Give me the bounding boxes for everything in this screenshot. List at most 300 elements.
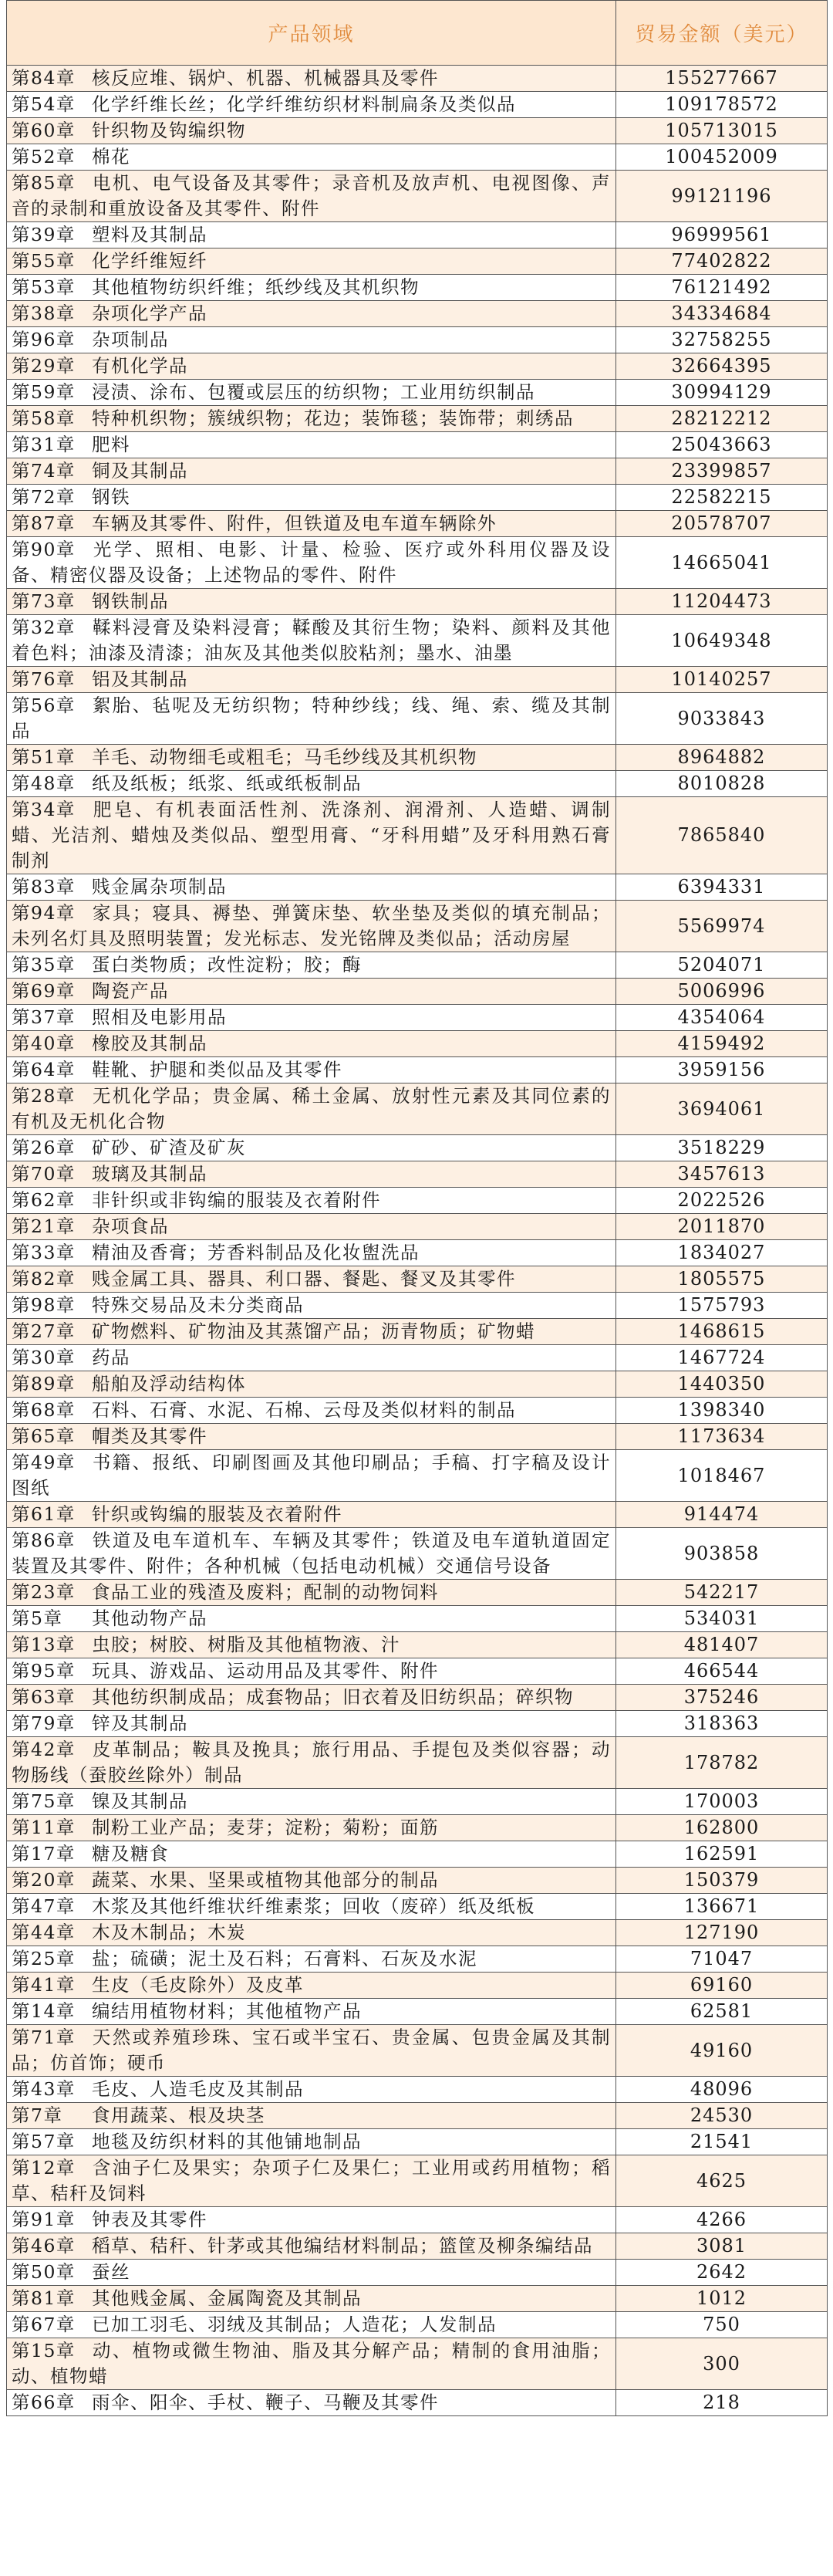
product-description: 特种机织物；簇绒织物；花边；装饰毯；装饰带；刺绣品 (92, 407, 574, 429)
chapter-label: 第5章 (12, 1607, 63, 1629)
product-description: 钟表及其零件 (92, 2209, 207, 2230)
table-row (7, 1293, 828, 1319)
product-field-cell (7, 1894, 616, 1920)
chapter-label: 第39章 (12, 224, 76, 245)
product-field-cell (7, 745, 616, 771)
trade-amount-cell: 127190 (616, 1920, 828, 1946)
chapter-label: 第74章 (12, 460, 76, 482)
chapter-label: 第12章 (12, 2157, 76, 2179)
product-description: 鞋靴、护腿和类似品及其零件 (92, 1059, 342, 1080)
table-row (7, 275, 828, 301)
table-row (7, 2260, 828, 2286)
table-row (7, 1815, 828, 1841)
table-row (7, 1502, 828, 1528)
product-field-cell (7, 1293, 616, 1319)
chapter-label: 第81章 (12, 2287, 76, 2309)
table-row (7, 1528, 828, 1580)
table-row (7, 485, 828, 511)
product-description: 动、植物或微生物油、脂及其分解产品；精制的食用油脂；动、植物蜡 (12, 2340, 611, 2387)
product-description: 化学纤维短纤 (92, 250, 207, 272)
product-description: 已加工羽毛、羽绒及其制品；人造花；人发制品 (92, 2314, 497, 2335)
product-description: 蛋白类物质；改性淀粉；胶；酶 (92, 954, 362, 975)
product-field-cell (7, 222, 616, 248)
trade-amount-cell: 155277667 (616, 66, 828, 92)
chapter-label: 第66章 (12, 2392, 76, 2413)
product-description: 针织物及钩编织物 (92, 120, 246, 141)
chapter-label: 第83章 (12, 876, 76, 898)
chapter-label: 第13章 (12, 1634, 76, 1655)
chapter-label: 第61章 (12, 1503, 76, 1525)
table-body (7, 66, 828, 2416)
product-field-cell (7, 327, 616, 353)
product-field-cell (7, 1161, 616, 1188)
trade-amount-cell: 20578707 (616, 511, 828, 537)
product-description: 铁道及电车道机车、车辆及其零件；铁道及电车道轨道固定装置及其零件、附件；各种机械（包括电动机械）交通信号设备 (12, 1530, 611, 1577)
table-row (7, 1450, 828, 1502)
product-description: 皮革制品；鞍具及挽具；旅行用品、手提包及类似容器；动物肠线（蚕胶丝除外）制品 (12, 1739, 611, 1786)
product-description: 陶瓷产品 (92, 980, 169, 1002)
chapter-label: 第25章 (12, 1948, 76, 1969)
product-description: 铝及其制品 (92, 668, 188, 690)
product-field-cell (7, 92, 616, 118)
trade-amount-cell: 4354064 (616, 1005, 828, 1031)
table-row (7, 144, 828, 171)
trade-amount-cell: 32664395 (616, 353, 828, 380)
trade-amount-cell: 96999561 (616, 222, 828, 248)
chapter-label: 第87章 (12, 512, 76, 534)
product-field-cell (7, 2155, 616, 2207)
chapter-label: 第63章 (12, 1686, 76, 1708)
product-field-cell (7, 1999, 616, 2025)
table-row (7, 667, 828, 693)
product-field-cell (7, 2207, 616, 2233)
product-description: 玩具、游戏品、运动用品及其零件、附件 (92, 1660, 439, 1682)
chapter-label: 第71章 (12, 2027, 76, 2048)
trade-amount-cell: 218 (616, 2390, 828, 2416)
trade-amount-cell: 5204071 (616, 952, 828, 979)
trade-amount-cell: 10649348 (616, 615, 828, 667)
product-field-cell (7, 1528, 616, 1580)
chapter-label: 第89章 (12, 1373, 76, 1394)
table-row (7, 1789, 828, 1815)
trade-amount-cell: 150379 (616, 1868, 828, 1894)
table-row (7, 2338, 828, 2390)
chapter-label: 第56章 (12, 695, 76, 716)
chapter-label: 第59章 (12, 381, 76, 403)
product-description: 其他植物纺织纤维；纸纱线及其机织物 (92, 276, 420, 298)
product-field-cell (7, 1920, 616, 1946)
table-row (7, 1214, 828, 1240)
table-row (7, 1658, 828, 1685)
product-field-cell (7, 1711, 616, 1737)
trade-amount-cell: 69160 (616, 1973, 828, 1999)
table-row (7, 1841, 828, 1868)
product-field-cell (7, 1057, 616, 1083)
table-row (7, 1083, 828, 1135)
trade-amount-cell: 7865840 (616, 797, 828, 874)
table-row (7, 1005, 828, 1031)
chapter-label: 第67章 (12, 2314, 76, 2335)
trade-amount-cell: 4266 (616, 2207, 828, 2233)
product-field-cell (7, 1450, 616, 1502)
table-row (7, 1161, 828, 1188)
trade-amount-cell: 21541 (616, 2129, 828, 2155)
chapter-label: 第44章 (12, 1922, 76, 1943)
table-row (7, 1424, 828, 1450)
product-field-cell (7, 2338, 616, 2390)
product-description: 其他动物产品 (92, 1607, 207, 1629)
trade-amount-cell: 750 (616, 2312, 828, 2338)
chapter-label: 第76章 (12, 668, 76, 690)
trade-amount-cell: 3518229 (616, 1135, 828, 1161)
table-row (7, 380, 828, 406)
product-field-cell (7, 380, 616, 406)
table-row (7, 952, 828, 979)
chapter-label: 第42章 (12, 1739, 76, 1760)
chapter-label: 第62章 (12, 1189, 76, 1211)
chapter-label: 第52章 (12, 146, 76, 167)
trade-amount-cell: 3694061 (616, 1083, 828, 1135)
table-row (7, 1685, 828, 1711)
product-field-cell (7, 2390, 616, 2416)
trade-amount-cell: 2642 (616, 2260, 828, 2286)
product-description: 其他贱金属、金属陶瓷及其制品 (92, 2287, 362, 2309)
product-field-cell (7, 2103, 616, 2129)
product-description: 蔬菜、水果、坚果或植物其他部分的制品 (92, 1869, 439, 1891)
product-field-cell (7, 458, 616, 485)
chapter-label: 第58章 (12, 407, 76, 429)
trade-amount-cell: 1012 (616, 2286, 828, 2312)
trade-amount-cell: 34334684 (616, 301, 828, 327)
trade-amount-cell: 32758255 (616, 327, 828, 353)
product-description: 编结用植物材料；其他植物产品 (92, 2000, 362, 2022)
chapter-label: 第53章 (12, 276, 76, 298)
product-description: 石料、石膏、水泥、石棉、云母及类似材料的制品 (92, 1399, 516, 1421)
product-field-cell (7, 1789, 616, 1815)
chapter-label: 第15章 (12, 2340, 76, 2361)
table-row (7, 406, 828, 432)
trade-amount-cell: 109178572 (616, 92, 828, 118)
product-description: 核反应堆、锅炉、机器、机械器具及零件 (92, 67, 439, 89)
trade-table (6, 0, 828, 2416)
product-field-cell (7, 2286, 616, 2312)
table-row (7, 615, 828, 667)
table-row (7, 1737, 828, 1789)
trade-amount-cell: 10140257 (616, 667, 828, 693)
product-description: 天然或养殖珍珠、宝石或半宝石、贵金属、包贵金属及其制品；仿首饰；硬币 (12, 2027, 611, 2074)
product-field-cell (7, 1685, 616, 1711)
chapter-label: 第98章 (12, 1294, 76, 1316)
trade-amount-cell: 1468615 (616, 1319, 828, 1345)
product-description: 棉花 (92, 146, 130, 167)
product-field-cell (7, 1005, 616, 1031)
product-field-cell (7, 1606, 616, 1632)
product-description: 矿砂、矿渣及矿灰 (92, 1137, 246, 1158)
table-row (7, 1319, 828, 1345)
trade-amount-cell: 24530 (616, 2103, 828, 2129)
trade-amount-cell: 178782 (616, 1737, 828, 1789)
chapter-label: 第26章 (12, 1137, 76, 1158)
chapter-label: 第38章 (12, 303, 76, 324)
product-description: 玻璃及其制品 (92, 1163, 207, 1185)
trade-amount-cell: 375246 (616, 1685, 828, 1711)
product-field-cell (7, 1135, 616, 1161)
chapter-label: 第7章 (12, 2104, 63, 2126)
product-description: 钢铁制品 (92, 590, 169, 612)
product-description: 雨伞、阳伞、手杖、鞭子、马鞭及其零件 (92, 2392, 439, 2413)
product-field-cell (7, 432, 616, 458)
trade-amount-cell: 77402822 (616, 248, 828, 275)
product-description: 羊毛、动物细毛或粗毛；马毛纱线及其机织物 (92, 746, 477, 768)
product-field-cell (7, 1345, 616, 1371)
product-field-cell (7, 511, 616, 537)
chapter-label: 第90章 (12, 539, 76, 560)
product-field-cell (7, 874, 616, 901)
trade-amount-cell: 5006996 (616, 979, 828, 1005)
chapter-label: 第64章 (12, 1059, 76, 1080)
product-description: 杂项食品 (92, 1215, 169, 1237)
product-field-cell (7, 797, 616, 874)
table-row (7, 2286, 828, 2312)
table-row (7, 248, 828, 275)
chapter-label: 第60章 (12, 120, 76, 141)
product-description: 盐；硫磺；泥土及石料；石膏料、石灰及水泥 (92, 1948, 477, 1969)
trade-amount-cell: 8010828 (616, 771, 828, 797)
chapter-label: 第48章 (12, 772, 76, 794)
product-field-cell (7, 1083, 616, 1135)
trade-amount-cell: 49160 (616, 2025, 828, 2077)
trade-amount-cell: 76121492 (616, 275, 828, 301)
trade-amount-cell: 542217 (616, 1580, 828, 1606)
product-description: 特殊交易品及未分类商品 (92, 1294, 304, 1316)
chapter-label: 第50章 (12, 2261, 76, 2283)
product-description: 铜及其制品 (92, 460, 188, 482)
chapter-label: 第70章 (12, 1163, 76, 1185)
product-description: 鞣料浸膏及染料浸膏；鞣酸及其衍生物；染料、颜料及其他着色料；油漆及清漆；油灰及其他类似胶粘剂；墨水、油墨 (12, 617, 611, 664)
trade-amount-cell: 2022526 (616, 1188, 828, 1214)
table-row (7, 901, 828, 952)
trade-amount-cell: 28212212 (616, 406, 828, 432)
trade-amount-cell: 3081 (616, 2233, 828, 2260)
chapter-label: 第21章 (12, 1215, 76, 1237)
trade-amount-cell: 162591 (616, 1841, 828, 1868)
table-row (7, 1868, 828, 1894)
product-description: 杂项化学产品 (92, 303, 207, 324)
chapter-label: 第96章 (12, 329, 76, 350)
table-row (7, 874, 828, 901)
chapter-label: 第17章 (12, 1843, 76, 1864)
chapter-label: 第75章 (12, 1790, 76, 1812)
table-row (7, 1973, 828, 1999)
product-description: 塑料及其制品 (92, 224, 207, 245)
product-description: 纸及纸板；纸浆、纸或纸板制品 (92, 772, 362, 794)
product-field-cell (7, 537, 616, 589)
product-field-cell (7, 301, 616, 327)
trade-amount-cell: 481407 (616, 1632, 828, 1658)
table-row (7, 1345, 828, 1371)
product-description: 船舶及浮动结构体 (92, 1373, 246, 1394)
product-description: 稻草、秸秆、针茅或其他编结材料制品；篮筐及柳条编结品 (92, 2235, 593, 2257)
product-description: 浸渍、涂布、包覆或层压的纺织物；工业用纺织制品 (92, 381, 535, 403)
table-row (7, 432, 828, 458)
trade-amount-cell: 1575793 (616, 1293, 828, 1319)
product-description: 精油及香膏；芳香料制品及化妆盥洗品 (92, 1242, 420, 1263)
product-field-cell (7, 667, 616, 693)
chapter-label: 第35章 (12, 954, 76, 975)
trade-amount-cell: 1398340 (616, 1398, 828, 1424)
product-description: 帽类及其零件 (92, 1425, 207, 1447)
product-field-cell (7, 901, 616, 952)
table-row (7, 301, 828, 327)
table-row (7, 511, 828, 537)
product-description: 药品 (92, 1347, 130, 1368)
chapter-label: 第54章 (12, 93, 76, 115)
product-description: 蚕丝 (92, 2261, 130, 2283)
trade-amount-cell: 3457613 (616, 1161, 828, 1188)
table-row (7, 745, 828, 771)
trade-amount-cell: 48096 (616, 2077, 828, 2103)
table-row (7, 2233, 828, 2260)
product-description: 光学、照相、电影、计量、检验、医疗或外科用仪器及设备、精密仪器及设备；上述物品的零件、附件 (12, 539, 611, 586)
product-description: 地毯及纺织材料的其他铺地制品 (92, 2131, 362, 2152)
table-row (7, 171, 828, 222)
table-row (7, 1999, 828, 2025)
product-description: 照相及电影用品 (92, 1006, 227, 1028)
trade-amount-cell: 1467724 (616, 1345, 828, 1371)
table-row (7, 2129, 828, 2155)
trade-amount-cell: 1173634 (616, 1424, 828, 1450)
trade-amount-cell: 318363 (616, 1711, 828, 1737)
trade-amount-cell: 62581 (616, 1999, 828, 2025)
product-field-cell (7, 2077, 616, 2103)
product-field-cell (7, 1946, 616, 1973)
chapter-label: 第73章 (12, 590, 76, 612)
table-row (7, 2025, 828, 2077)
trade-amount-cell: 1834027 (616, 1240, 828, 1266)
trade-amount-cell: 1440350 (616, 1371, 828, 1398)
trade-amount-cell: 1805575 (616, 1266, 828, 1293)
product-field-cell (7, 693, 616, 745)
chapter-label: 第85章 (12, 172, 76, 194)
trade-amount-cell: 914474 (616, 1502, 828, 1528)
table-row (7, 222, 828, 248)
chapter-label: 第27章 (12, 1320, 76, 1342)
chapter-label: 第91章 (12, 2209, 76, 2230)
table-row (7, 1632, 828, 1658)
chapter-label: 第23章 (12, 1581, 76, 1603)
table-row (7, 771, 828, 797)
product-description: 矿物燃料、矿物油及其蒸馏产品；沥青物质；矿物蜡 (92, 1320, 535, 1342)
product-field-cell (7, 2025, 616, 2077)
table-row (7, 2103, 828, 2129)
product-description: 无机化学品；贵金属、稀土金属、放射性元素及其同位素的有机及无机化合物 (12, 1085, 611, 1132)
product-field-cell (7, 1424, 616, 1450)
product-field-cell (7, 1658, 616, 1685)
chapter-label: 第95章 (12, 1660, 76, 1682)
product-field-cell (7, 406, 616, 432)
chapter-label: 第34章 (12, 799, 76, 820)
trade-amount-cell: 14665041 (616, 537, 828, 589)
product-field-cell (7, 1868, 616, 1894)
product-description: 食品工业的残渣及废料；配制的动物饲料 (92, 1581, 439, 1603)
product-description: 贱金属工具、器具、利口器、餐匙、餐叉及其零件 (92, 1268, 516, 1290)
table-row (7, 1894, 828, 1920)
table-row (7, 1371, 828, 1398)
chapter-label: 第43章 (12, 2078, 76, 2100)
product-field-cell (7, 485, 616, 511)
product-description: 有机化学品 (92, 355, 188, 377)
product-field-cell (7, 1240, 616, 1266)
product-field-cell (7, 1319, 616, 1345)
product-description: 木浆及其他纤维状纤维素浆；回收（废碎）纸及纸板 (92, 1895, 535, 1917)
product-field-cell (7, 2129, 616, 2155)
chapter-label: 第31章 (12, 434, 76, 455)
table-header-row (7, 1, 828, 66)
header-product-field: 产品领域 (7, 1, 616, 66)
table-row (7, 1398, 828, 1424)
product-field-cell (7, 771, 616, 797)
product-field-cell (7, 1973, 616, 1999)
product-field-cell (7, 2312, 616, 2338)
table-row (7, 2312, 828, 2338)
trade-amount-cell: 23399857 (616, 458, 828, 485)
chapter-label: 第33章 (12, 1242, 76, 1263)
product-field-cell (7, 353, 616, 380)
chapter-label: 第84章 (12, 67, 76, 89)
trade-amount-cell: 4625 (616, 2155, 828, 2207)
trade-amount-cell: 25043663 (616, 432, 828, 458)
trade-amount-cell: 903858 (616, 1528, 828, 1580)
chapter-label: 第40章 (12, 1033, 76, 1054)
chapter-label: 第94章 (12, 902, 76, 924)
table-row (7, 1946, 828, 1973)
trade-amount-cell: 466544 (616, 1658, 828, 1685)
trade-amount-cell: 300 (616, 2338, 828, 2390)
trade-amount-cell: 170003 (616, 1789, 828, 1815)
table-row (7, 1580, 828, 1606)
product-description: 锌及其制品 (92, 1712, 188, 1734)
product-description: 非针织或非钩编的服装及衣着附件 (92, 1189, 381, 1211)
chapter-label: 第68章 (12, 1399, 76, 1421)
table-row (7, 327, 828, 353)
product-description: 杂项制品 (92, 329, 169, 350)
chapter-label: 第37章 (12, 1006, 76, 1028)
product-field-cell (7, 1031, 616, 1057)
chapter-label: 第72章 (12, 486, 76, 508)
product-description: 生皮（毛皮除外）及皮革 (92, 1974, 304, 1996)
table-row (7, 2077, 828, 2103)
trade-amount-cell: 100452009 (616, 144, 828, 171)
table-row (7, 2155, 828, 2207)
product-description: 肥料 (92, 434, 130, 455)
product-description: 其他纺织制成品；成套物品；旧衣着及旧纺织品；碎织物 (92, 1686, 574, 1708)
chapter-label: 第32章 (12, 617, 76, 638)
trade-amount-cell: 3959156 (616, 1057, 828, 1083)
product-field-cell (7, 275, 616, 301)
trade-amount-cell: 9033843 (616, 693, 828, 745)
table-row (7, 1606, 828, 1632)
trade-amount-cell: 30994129 (616, 380, 828, 406)
table-row (7, 589, 828, 615)
chapter-label: 第29章 (12, 355, 76, 377)
product-field-cell (7, 1580, 616, 1606)
trade-amount-cell: 22582215 (616, 485, 828, 511)
table-row (7, 118, 828, 144)
table-row (7, 1266, 828, 1293)
table-row (7, 797, 828, 874)
product-field-cell (7, 2233, 616, 2260)
table-row (7, 2390, 828, 2416)
